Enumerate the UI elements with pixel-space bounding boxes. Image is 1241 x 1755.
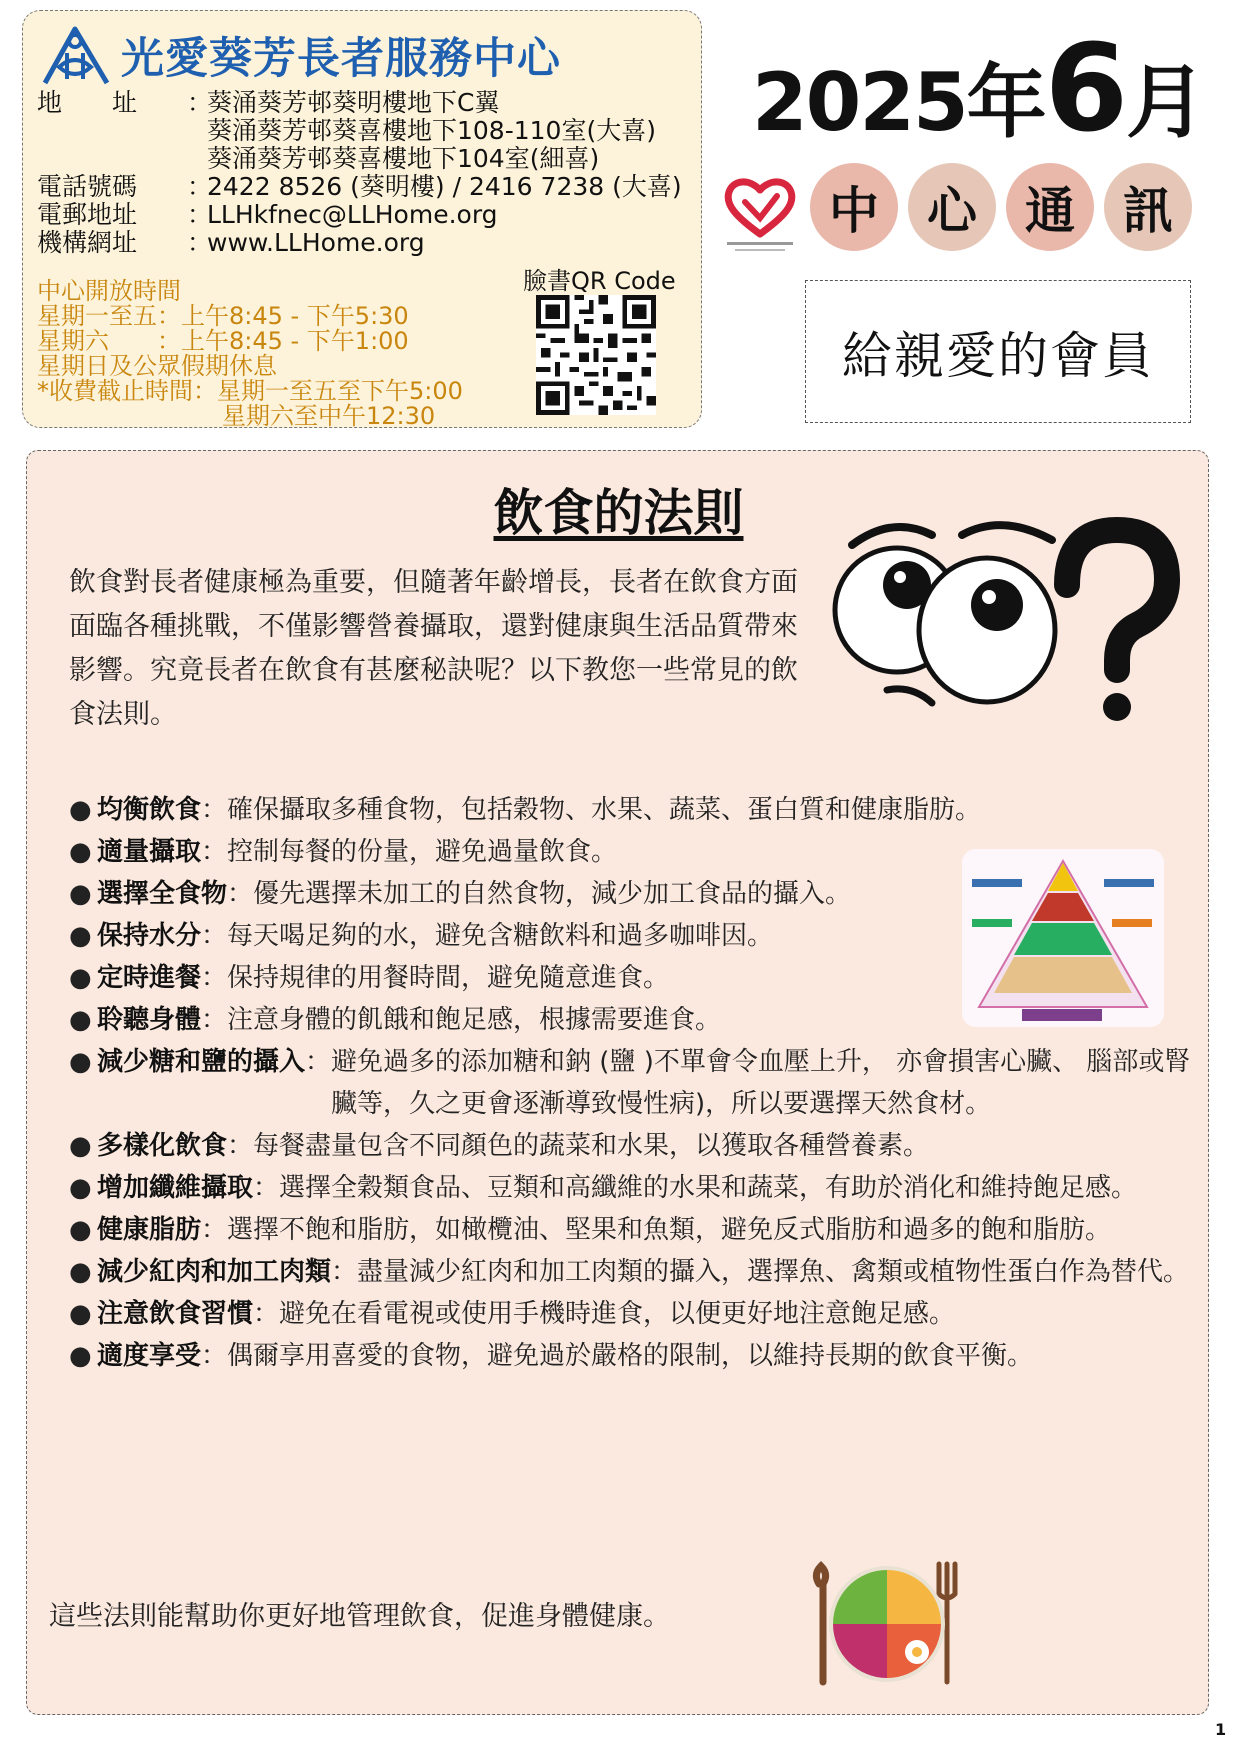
hours-saturday [37,329,463,354]
rule-item [63,1335,1193,1377]
colon: ： [187,228,213,257]
rule-term: 均衡飲食 [97,795,202,825]
newsletter-label [810,163,1192,251]
issue-month-suffix: 月 [1126,56,1205,149]
contact-info [37,89,682,257]
article-panel [26,450,1209,1715]
colon: ： [201,795,228,825]
colon: ： [187,88,213,117]
rule-item [63,999,1193,1041]
fee-cutoff [37,379,463,404]
rule-item [63,1209,1193,1251]
curious-eyes-illustration [812,515,1202,735]
heart-logo-icon [715,166,805,256]
newsletter-char: 訊 [1104,163,1192,251]
fee-weekday: ：星期一至五至下午5:00 [193,377,463,405]
colon: ： [253,1173,280,1203]
newsletter-char: 心 [908,163,996,251]
article-title: 飲食的法則 [493,484,744,542]
rule-term: 適度享受 [97,1341,202,1371]
rule-description: 選擇不飽和脂肪，如橄欖油、堅果和魚類，避免反式脂肪和過多的飽和脂肪。 [227,1215,1112,1245]
rule-description: 注意身體的飢餓和飽足感，根據需要進食。 [227,1005,722,1035]
rule-item [63,789,1193,831]
rule-item [63,915,1193,957]
colon: ： [227,1131,254,1161]
bullet-icon: ● [69,963,92,993]
hours-closed: 星期日及公眾假期休息 [37,352,277,380]
colon: ： [201,1215,228,1245]
rule-description: 偶爾享用喜愛的食物，避免過於嚴格的限制，以維持長期的飲食平衡。 [227,1341,1034,1371]
phone-label: 電話號碼 [37,172,138,201]
rule-description: 保持規律的用餐時間，避免隨意進食。 [227,963,670,993]
rule-term: 定時進餐 [97,963,202,993]
rule-item [63,1251,1193,1293]
colon: ： [201,1341,228,1371]
rule-description: 選擇全穀類食品、豆類和高纖維的水果和蔬菜，有助於消化和維持飽足感。 [279,1173,1138,1203]
website-label: 機構網址 [37,228,138,257]
rule-term: 保持水分 [97,921,202,951]
bullet-icon: ● [69,795,92,825]
website-row [37,229,682,257]
address-row [37,89,682,117]
colon: ： [187,200,213,229]
rule-description: 避免在看電視或使用手機時進食，以便更好地注意飽足感。 [279,1299,956,1329]
rule-term: 減少紅肉和加工肉類 [97,1257,332,1287]
greeting-box: 給親愛的會員 [805,280,1191,423]
rule-item [63,873,1193,915]
address-label: 地 址 [37,88,138,117]
facebook-qr-code[interactable] [536,295,656,415]
phone-number: 2422 8526 (葵明樓) / 2416 7238 (大喜) [207,172,682,201]
rule-item [63,1041,1193,1125]
saturday-label: 星期六 [37,327,157,355]
rule-item [63,1293,1193,1335]
bullet-icon: ● [69,1299,92,1329]
bullet-icon: ● [69,1173,92,1203]
rule-term: 增加纖維攝取 [97,1173,254,1203]
center-info-card [22,10,702,428]
bullet-icon: ● [69,1005,92,1035]
rule-term: 注意飲食習慣 [97,1299,254,1329]
issue-month: 6 [1044,20,1127,159]
bullet-icon: ● [69,1257,92,1287]
rule-term: 減少糖和鹽的攝入 [97,1047,306,1077]
rule-description: 盡量減少紅肉和加工肉類的攝入，選擇魚、禽類或植物性蛋白作為替代。 [357,1257,1190,1287]
rule-term: 聆聽身體 [97,1005,202,1035]
bullet-icon: ● [69,837,92,867]
bullet-icon: ● [69,1131,92,1161]
article-intro: 飲食對長者健康極為重要，但隨著年齡增長，長者在飲食方面面臨各種挑戰，不僅影響營養攝取，還對健康與生活品質帶來影響。究竟長者在飲食有甚麼秘訣呢？以下教您一些常見的飲食法則。 [69,567,798,730]
address-line: 葵涌葵芳邨葵明樓地下C翼 [207,88,500,117]
closing-statement: 這些法則能幫助你更好地管理飲食，促進身體健康。 [49,1601,670,1632]
saturday-hours: ：上午8:45 - 下午1:00 [157,327,409,355]
colon: ： [201,921,228,951]
page-number: 1 [1215,1720,1227,1739]
email-label: 電郵地址 [37,200,138,229]
colon: ： [201,837,228,867]
rule-description: 每天喝足夠的水，避免含糖飲料和過多咖啡因。 [227,921,774,951]
rule-item [63,957,1193,999]
rule-description: 優先選擇未加工的自然食物，減少加工食品的攝入。 [253,879,852,909]
colon: ： [201,963,228,993]
phone-row [37,173,682,201]
colon: ： [331,1257,358,1287]
email-link[interactable]: LLHkfnec@LLHome.org [207,200,498,229]
rule-description: 每餐盡量包含不同顏色的蔬菜和水果，以獲取各種營養素。 [253,1131,930,1161]
newsletter-char: 通 [1006,163,1094,251]
rule-item [63,1125,1193,1167]
issue-year: 2025年 [752,56,1045,149]
rule-description: 避免過多的添加糖和鈉 (鹽 )不單會令血壓上升， 亦會損害心臟、 腦部或腎臟等，久之更會逐漸導致慢性病)，所以要選擇天然食材。 [331,1047,1191,1119]
address-line: 葵涌葵芳邨葵喜樓地下104室(細喜) [207,144,600,173]
rule-term: 多樣化飲食 [97,1131,228,1161]
colon: ： [187,172,213,201]
weekday-label: 星期一至五 [37,302,157,330]
colon: ： [201,1005,228,1035]
colon: ： [253,1299,280,1329]
center-logo-icon [37,23,115,87]
rule-term: 適量攝取 [97,837,202,867]
bullet-icon: ● [69,1341,92,1371]
opening-hours [37,279,463,429]
healthy-plate-icon [807,1554,967,1694]
bullet-icon: ● [69,1047,92,1077]
issue-date [752,20,1205,163]
rule-description: 控制每餐的份量，避免過量飲食。 [227,837,618,867]
rule-term: 健康脂肪 [97,1215,202,1245]
fee-label: *收費截止時間 [37,377,193,405]
weekday-hours: ：上午8:45 - 下午5:30 [157,302,409,330]
address-line: 葵涌葵芳邨葵喜樓地下108-110室(大喜) [207,116,656,145]
rule-item [63,831,1193,873]
bullet-icon: ● [69,921,92,951]
qr-caption: 臉書QR Code [523,267,676,295]
center-name: 光愛葵芳長者服務中心 [121,34,561,84]
bullet-icon: ● [69,879,92,909]
hours-weekday [37,304,463,329]
website-link[interactable]: www.LLHome.org [207,228,425,257]
rule-item [63,1167,1193,1209]
fee-saturday: 星期六至中午12:30 [222,402,436,430]
colon: ： [227,879,254,909]
rule-description: 確保攝取多種食物，包括穀物、水果、蔬菜、蛋白質和健康脂肪。 [227,795,982,825]
newsletter-char: 中 [810,163,898,251]
rule-term: 選擇全食物 [97,879,228,909]
bullet-icon: ● [69,1215,92,1245]
diet-rules-list [63,789,1193,1377]
hours-title: 中心開放時間 [37,277,181,305]
colon: ： [305,1047,332,1077]
email-row [37,201,682,229]
